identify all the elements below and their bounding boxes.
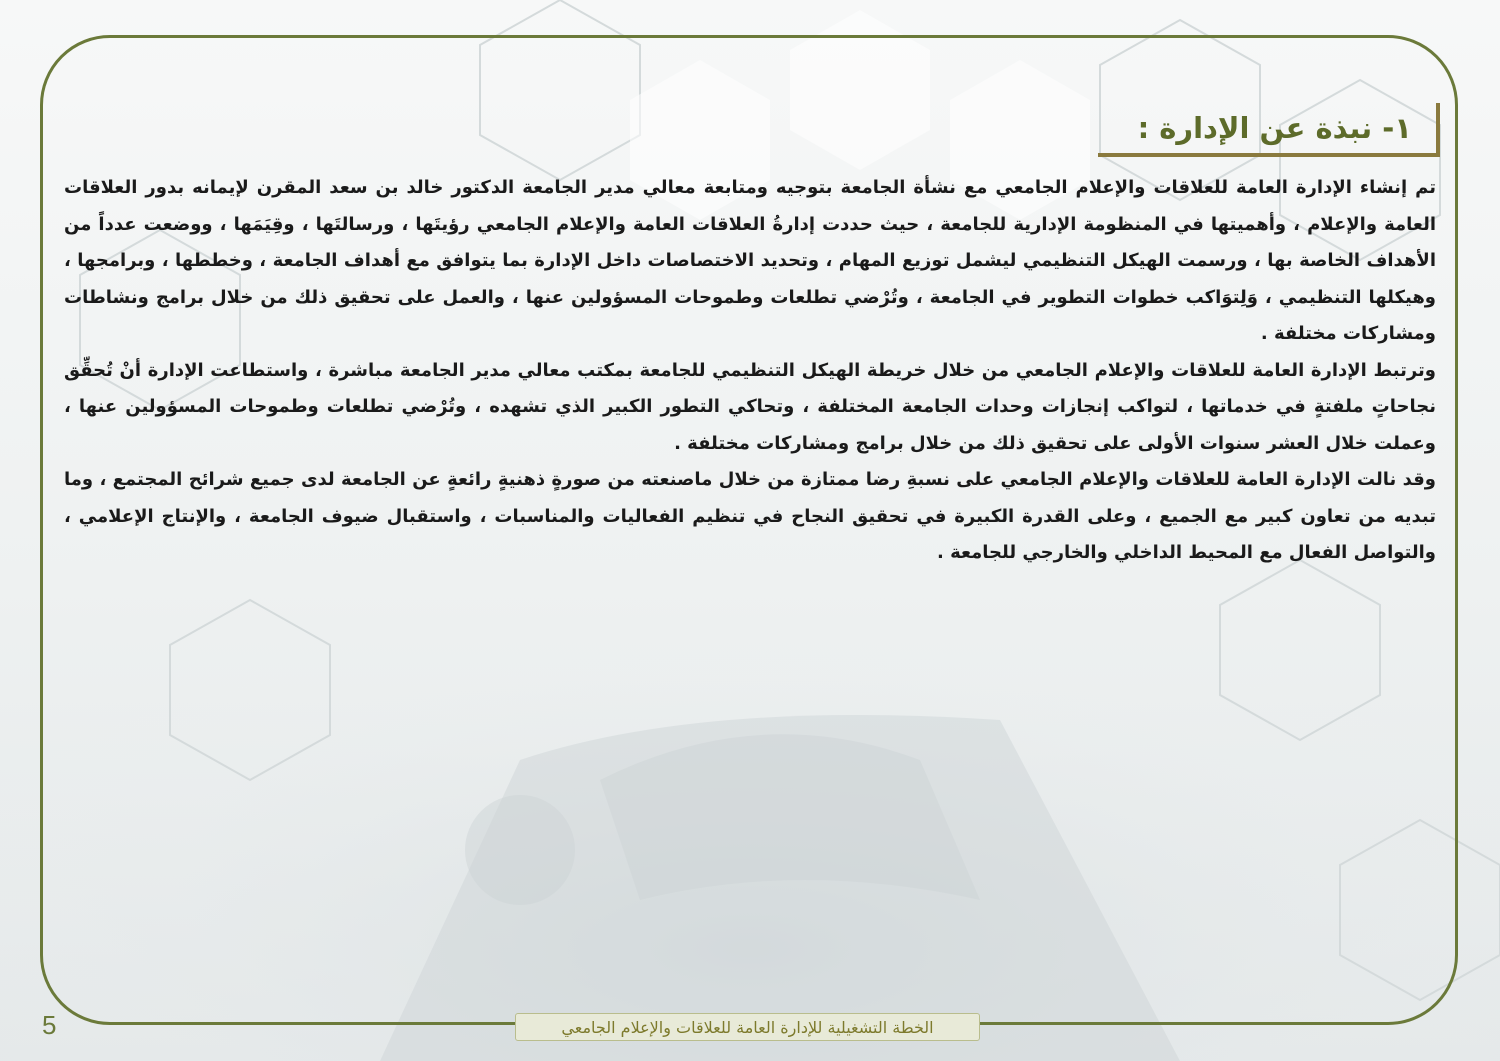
footer-title: الخطة التشغيلية للإدارة العامة للعلاقات والإعلام الجامعي xyxy=(561,1017,934,1037)
paragraph-1: تم إنشاء الإدارة العامة للعلاقات والإعلام الجامعي مع نشأة الجامعة بتوجيه ومتابعة معالي مدير الجامعة الدكتور خالد بن سعد المقرن لإيمانه بدور العلاقات العامة والإعلام ، وأهميتها في المنظومة الإدارية للجامعة ، حيث حددت إدارةُ العلاقات العامة والإعلام الجامعي رؤيتَها ، ورسالتَها ، وقِيَمَها ، ووضعت عدداً من الأهداف الخاصة بها ، ورسمت الهيكل التنظيمي ليشمل توزيع المهام ، وتحديد الاختصاصات داخل الإدارة بما يتوافق مع أهداف الجامعة ، وخططها ، وبرامجها ، وهيكلها التنظيمي ، وَلِتوَاكب خطوات التطوير في الجامعة ، وتُرْضي تطلعات وطموحات المسؤولين عنها ، والعمل على تحقيق ذلك من خلال برامج ونشاطات ومشاركات مختلفة . xyxy=(64,177,1436,344)
paragraph-2: وترتبط الإدارة العامة للعلاقات والإعلام الجامعي من خلال خريطة الهيكل التنظيمي للجامعة بمكتب معالي مدير الجامعة مباشرة ، واستطاعت الإدارة أنْ تُحقِّق نجاحاتٍ ملفتةٍ في خدماتها ، لتواكب إنجازات وحدات الجامعة المختلفة ، وتحاكي التطور الكبير الذي تشهده ، وتُرْضي تطلعات وطموحات المسؤولين عنها ، وعملت خلال العشر سنوات الأولى على تحقيق ذلك من خلال برامج ومشاركات مختلفة . xyxy=(64,359,1436,454)
paragraph-3: وقد نالت الإدارة العامة للعلاقات والإعلام الجامعي على نسبةِ رضا ممتازة من خلال ماصنعته من صورةٍ ذهنيةٍ رائعةٍ عن الجامعة لدى جميع شرائح المجتمع ، وما تبديه من تعاون كبير مع الجميع ، وعلى القدرة الكبيرة في تحقيق النجاح في تنظيم الفعاليات والمناسبات ، واستقبال ضيوف الجامعة ، والإنتاج الإعلامي ، والتواصل الفعال مع المحيط الداخلي والخارجي للجامعة . xyxy=(64,469,1436,563)
body-text xyxy=(64,170,1436,572)
section-heading-box xyxy=(1098,103,1440,157)
page-number: 5 xyxy=(42,1010,57,1040)
footer-banner xyxy=(515,1013,980,1041)
section-heading: ١- نبذة عن الإدارة : xyxy=(1137,111,1412,145)
